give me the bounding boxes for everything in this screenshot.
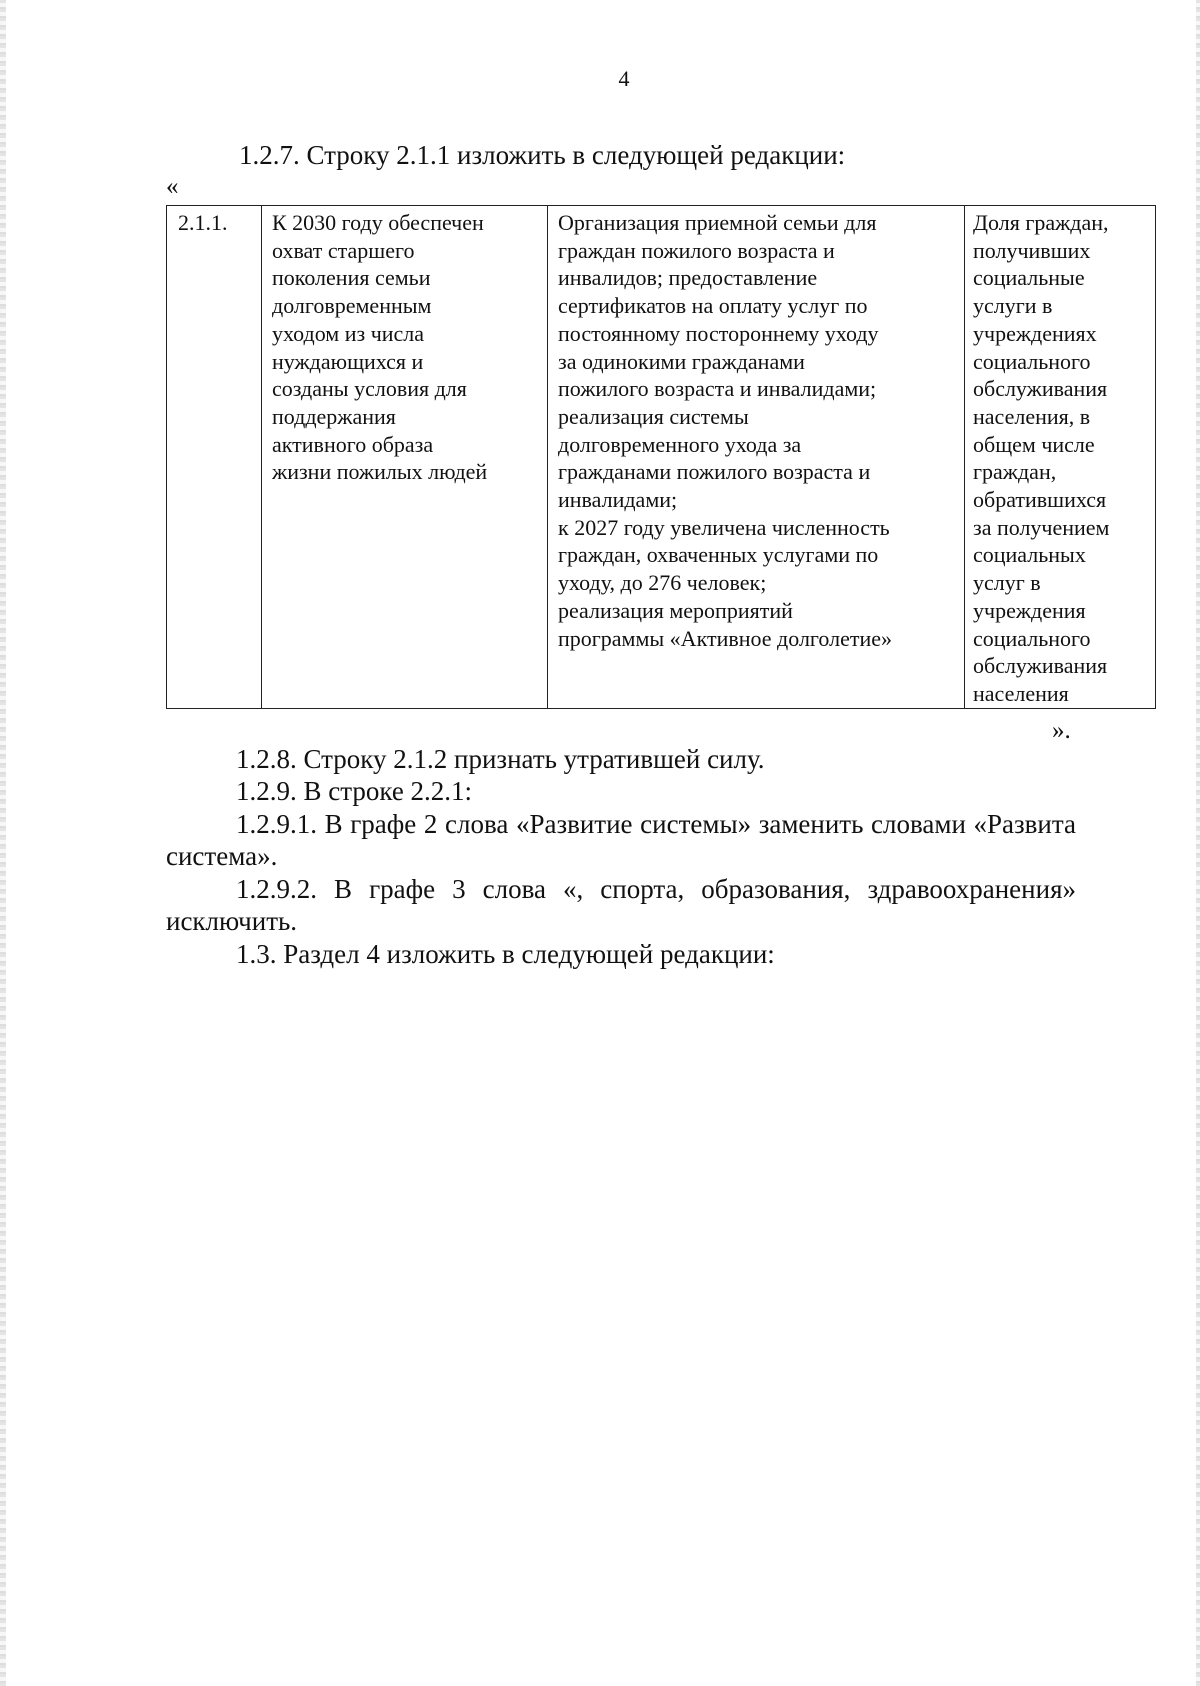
cell-text-line: уходом из числа — [272, 320, 425, 346]
cell-text-line: граждан, охваченных услугами по — [558, 542, 879, 568]
cell-text-line: К 2030 году обеспечен — [272, 210, 484, 235]
cell-text-line: Организация приемной семьи для — [558, 210, 877, 235]
cell-text-line: обслуживания — [973, 653, 1108, 679]
cell-text-line: получивших — [973, 237, 1091, 263]
cell-lines — [178, 209, 255, 237]
cell-text-line: активного образа — [272, 431, 434, 457]
cell-text-line: учреждениях — [973, 320, 1097, 346]
cell-text-line: социального — [973, 348, 1091, 374]
cell-text-line: программы «Активное долголетие» — [558, 625, 893, 651]
page-number: 4 — [618, 66, 630, 91]
section-1-2-9-1: 1.2.9.1. В графе 2 слова «Развитие системы» заменить словами «Развита система». — [166, 809, 1076, 871]
cell-text-line: долговременным — [272, 293, 432, 319]
cell-text-line: услуг в — [973, 570, 1041, 596]
cell-text-line: 2.1.1. — [178, 210, 228, 235]
closing-quote-mark: ». — [1052, 717, 1071, 744]
cell-text-line: населения — [973, 680, 1069, 706]
section-1-2-9: 1.2.9. В строке 2.2.1: — [236, 776, 473, 806]
cell-lines — [272, 209, 541, 486]
cell-text-line: инвалидами; — [558, 487, 678, 513]
section-1-3: 1.3. Раздел 4 изложить в следующей редакции: — [236, 939, 775, 969]
section-1-2-9-2: 1.2.9.2. В графе 3 слова «, спорта, образования, здравоохранения» исключить. — [166, 874, 1076, 936]
cell-text-line: услуги в — [973, 293, 1053, 319]
section-1-2-8: 1.2.8. Строку 2.1.2 признать утратившей силу. — [236, 744, 765, 774]
cell-text-line: сертификатов на оплату услуг по — [558, 293, 868, 319]
cell-row-number — [167, 206, 262, 709]
cell-text-line: за одинокими гражданами — [558, 348, 805, 374]
cell-text-line: населения, в — [973, 403, 1091, 429]
cell-text-line: социальные — [973, 265, 1085, 291]
cell-text-line: социальных — [973, 542, 1086, 568]
cell-text-line: жизни пожилых людей — [272, 459, 488, 485]
cell-measures — [548, 206, 965, 709]
cell-text-line: к 2027 году увеличена численность — [558, 514, 890, 540]
cell-lines — [558, 209, 958, 652]
cell-text-line: социального — [973, 625, 1091, 651]
cell-text-line: общем числе — [973, 431, 1095, 457]
opening-quote-mark: « — [166, 173, 179, 200]
cell-text-line: уходу, до 276 человек; — [558, 570, 767, 596]
cell-text-line: созданы условия для — [272, 376, 467, 402]
cell-text-line: гражданами пожилого возраста и — [558, 459, 871, 485]
cell-text-line: за получением — [973, 514, 1110, 540]
cell-text-line: реализация мероприятий — [558, 597, 793, 623]
cell-text-line: граждан, — [973, 459, 1057, 485]
cell-text-line: обслуживания — [973, 376, 1108, 402]
cell-text-line: обратившихся — [973, 487, 1107, 513]
section-1-2-7-heading: 1.2.7. Строку 2.1.1 изложить в следующей редакции: — [239, 140, 846, 170]
cell-text-line: пожилого возраста и инвалидами; — [558, 376, 877, 402]
cell-text-line: поддержания — [272, 403, 396, 429]
cell-text-line: граждан пожилого возраста и — [558, 237, 835, 263]
cell-text-line: Доля граждан, — [973, 210, 1109, 235]
cell-text-line: долговременного ухода за — [558, 431, 802, 457]
cell-text-line: учреждения — [973, 597, 1086, 623]
scan-edge-right — [1196, 0, 1200, 1686]
amendment-table — [166, 205, 1156, 709]
table-row — [167, 206, 1156, 709]
cell-text-line: охват старшего — [272, 237, 415, 263]
cell-text-line: инвалидов; предоставление — [558, 265, 818, 291]
cell-text-line: поколения семьи — [272, 265, 431, 291]
cell-goal — [262, 206, 548, 709]
scan-edge-left — [0, 0, 6, 1686]
cell-text-line: реализация системы — [558, 403, 749, 429]
cell-text-line: нуждающихся и — [272, 348, 424, 374]
cell-indicator — [965, 206, 1156, 709]
cell-lines — [973, 209, 1153, 708]
cell-text-line: постоянному постороннему уходу — [558, 320, 879, 346]
